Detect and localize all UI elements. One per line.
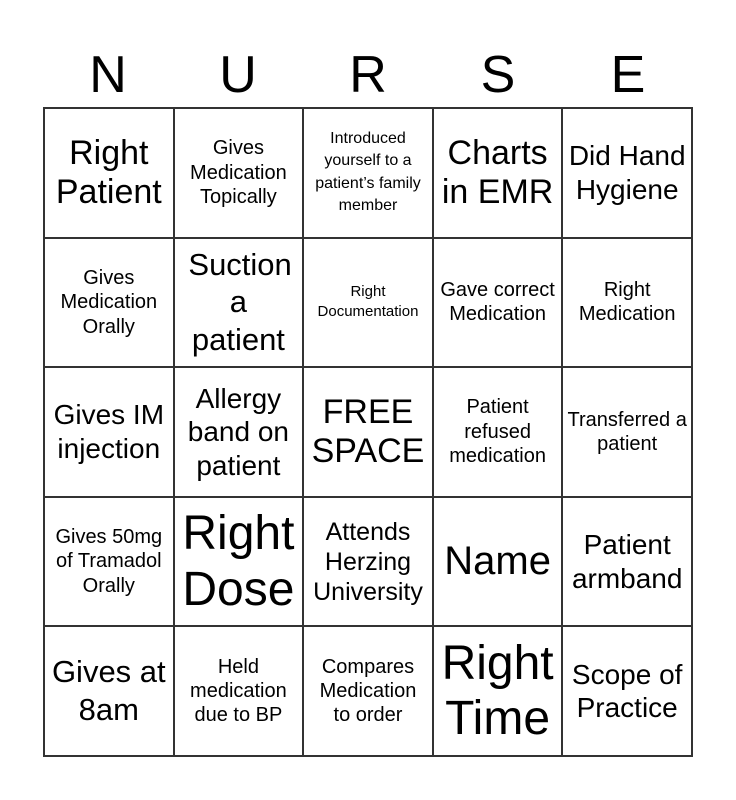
- cell-text: Patient armband: [571, 529, 683, 594]
- cell-text: Gives Medication Orally: [60, 266, 158, 338]
- cell-text: Charts in EMR: [441, 133, 554, 211]
- cell-text: Gives Medication Topically: [190, 137, 287, 208]
- free-space-text: FREE SPACE: [311, 392, 425, 470]
- cell-text: Transferred a patient: [567, 408, 687, 455]
- bingo-cell[interactable]: [303, 626, 433, 756]
- cell-text: Right Documentation: [317, 282, 419, 321]
- cell-text: Gave correct Medication: [440, 279, 555, 326]
- cell-text: Patient refused medication: [449, 396, 546, 468]
- cell-text: Name: [444, 539, 551, 584]
- bingo-cell[interactable]: [433, 367, 563, 497]
- bingo-cell[interactable]: [562, 238, 692, 368]
- bingo-cell[interactable]: [433, 238, 563, 368]
- header-letter-r: R: [349, 46, 387, 104]
- bingo-cell[interactable]: [44, 238, 174, 368]
- bingo-grid: [43, 107, 693, 757]
- bingo-cell[interactable]: [562, 367, 692, 497]
- bingo-cell[interactable]: [562, 108, 692, 238]
- bingo-cell[interactable]: [44, 108, 174, 238]
- bingo-cell[interactable]: [174, 367, 304, 497]
- cell-text: Gives 50mg of Tramadol Orally: [55, 526, 163, 597]
- bingo-cell[interactable]: [433, 626, 563, 756]
- cell-text: Introduced yourself to a patient’s family member: [315, 130, 421, 215]
- free-space-cell[interactable]: [303, 367, 433, 497]
- bingo-cell[interactable]: [562, 626, 692, 756]
- cell-text: Allergy band on patient: [187, 382, 289, 481]
- bingo-cell[interactable]: [174, 238, 304, 368]
- cell-text: Suction a patient: [188, 246, 292, 358]
- bingo-cell[interactable]: [562, 497, 692, 627]
- bingo-cell[interactable]: [303, 238, 433, 368]
- cell-text: Scope of Practice: [571, 658, 683, 724]
- bingo-cell[interactable]: [44, 367, 174, 497]
- bingo-cell[interactable]: [433, 497, 563, 627]
- cell-text: Right Dose: [182, 507, 295, 616]
- bingo-cell[interactable]: [44, 626, 174, 756]
- header-letter-u: U: [219, 46, 257, 104]
- bingo-cell[interactable]: [44, 497, 174, 627]
- cell-text: Right Medication: [578, 279, 676, 326]
- bingo-cell[interactable]: [174, 497, 304, 627]
- bingo-header: [43, 44, 693, 106]
- cell-text: Did Hand Hygiene: [568, 140, 686, 205]
- cell-text: Gives IM injection: [53, 399, 165, 464]
- cell-text: Gives at 8am: [51, 654, 166, 728]
- bingo-cell[interactable]: [303, 108, 433, 238]
- bingo-cell[interactable]: [303, 497, 433, 627]
- header-letter-e: E: [610, 46, 646, 104]
- bingo-cell[interactable]: [174, 108, 304, 238]
- cell-text: Right Time: [441, 637, 554, 746]
- cell-text: Right Patient: [55, 133, 162, 211]
- bingo-cell[interactable]: [433, 108, 563, 238]
- header-letter-n: N: [89, 46, 127, 104]
- bingo-cell[interactable]: [174, 626, 304, 756]
- cell-text: Held medication due to BP: [190, 655, 287, 727]
- cell-text: Attends Herzing University: [313, 517, 423, 606]
- header-letter-s: S: [480, 46, 516, 104]
- cell-text: Compares Medication to order: [319, 655, 417, 727]
